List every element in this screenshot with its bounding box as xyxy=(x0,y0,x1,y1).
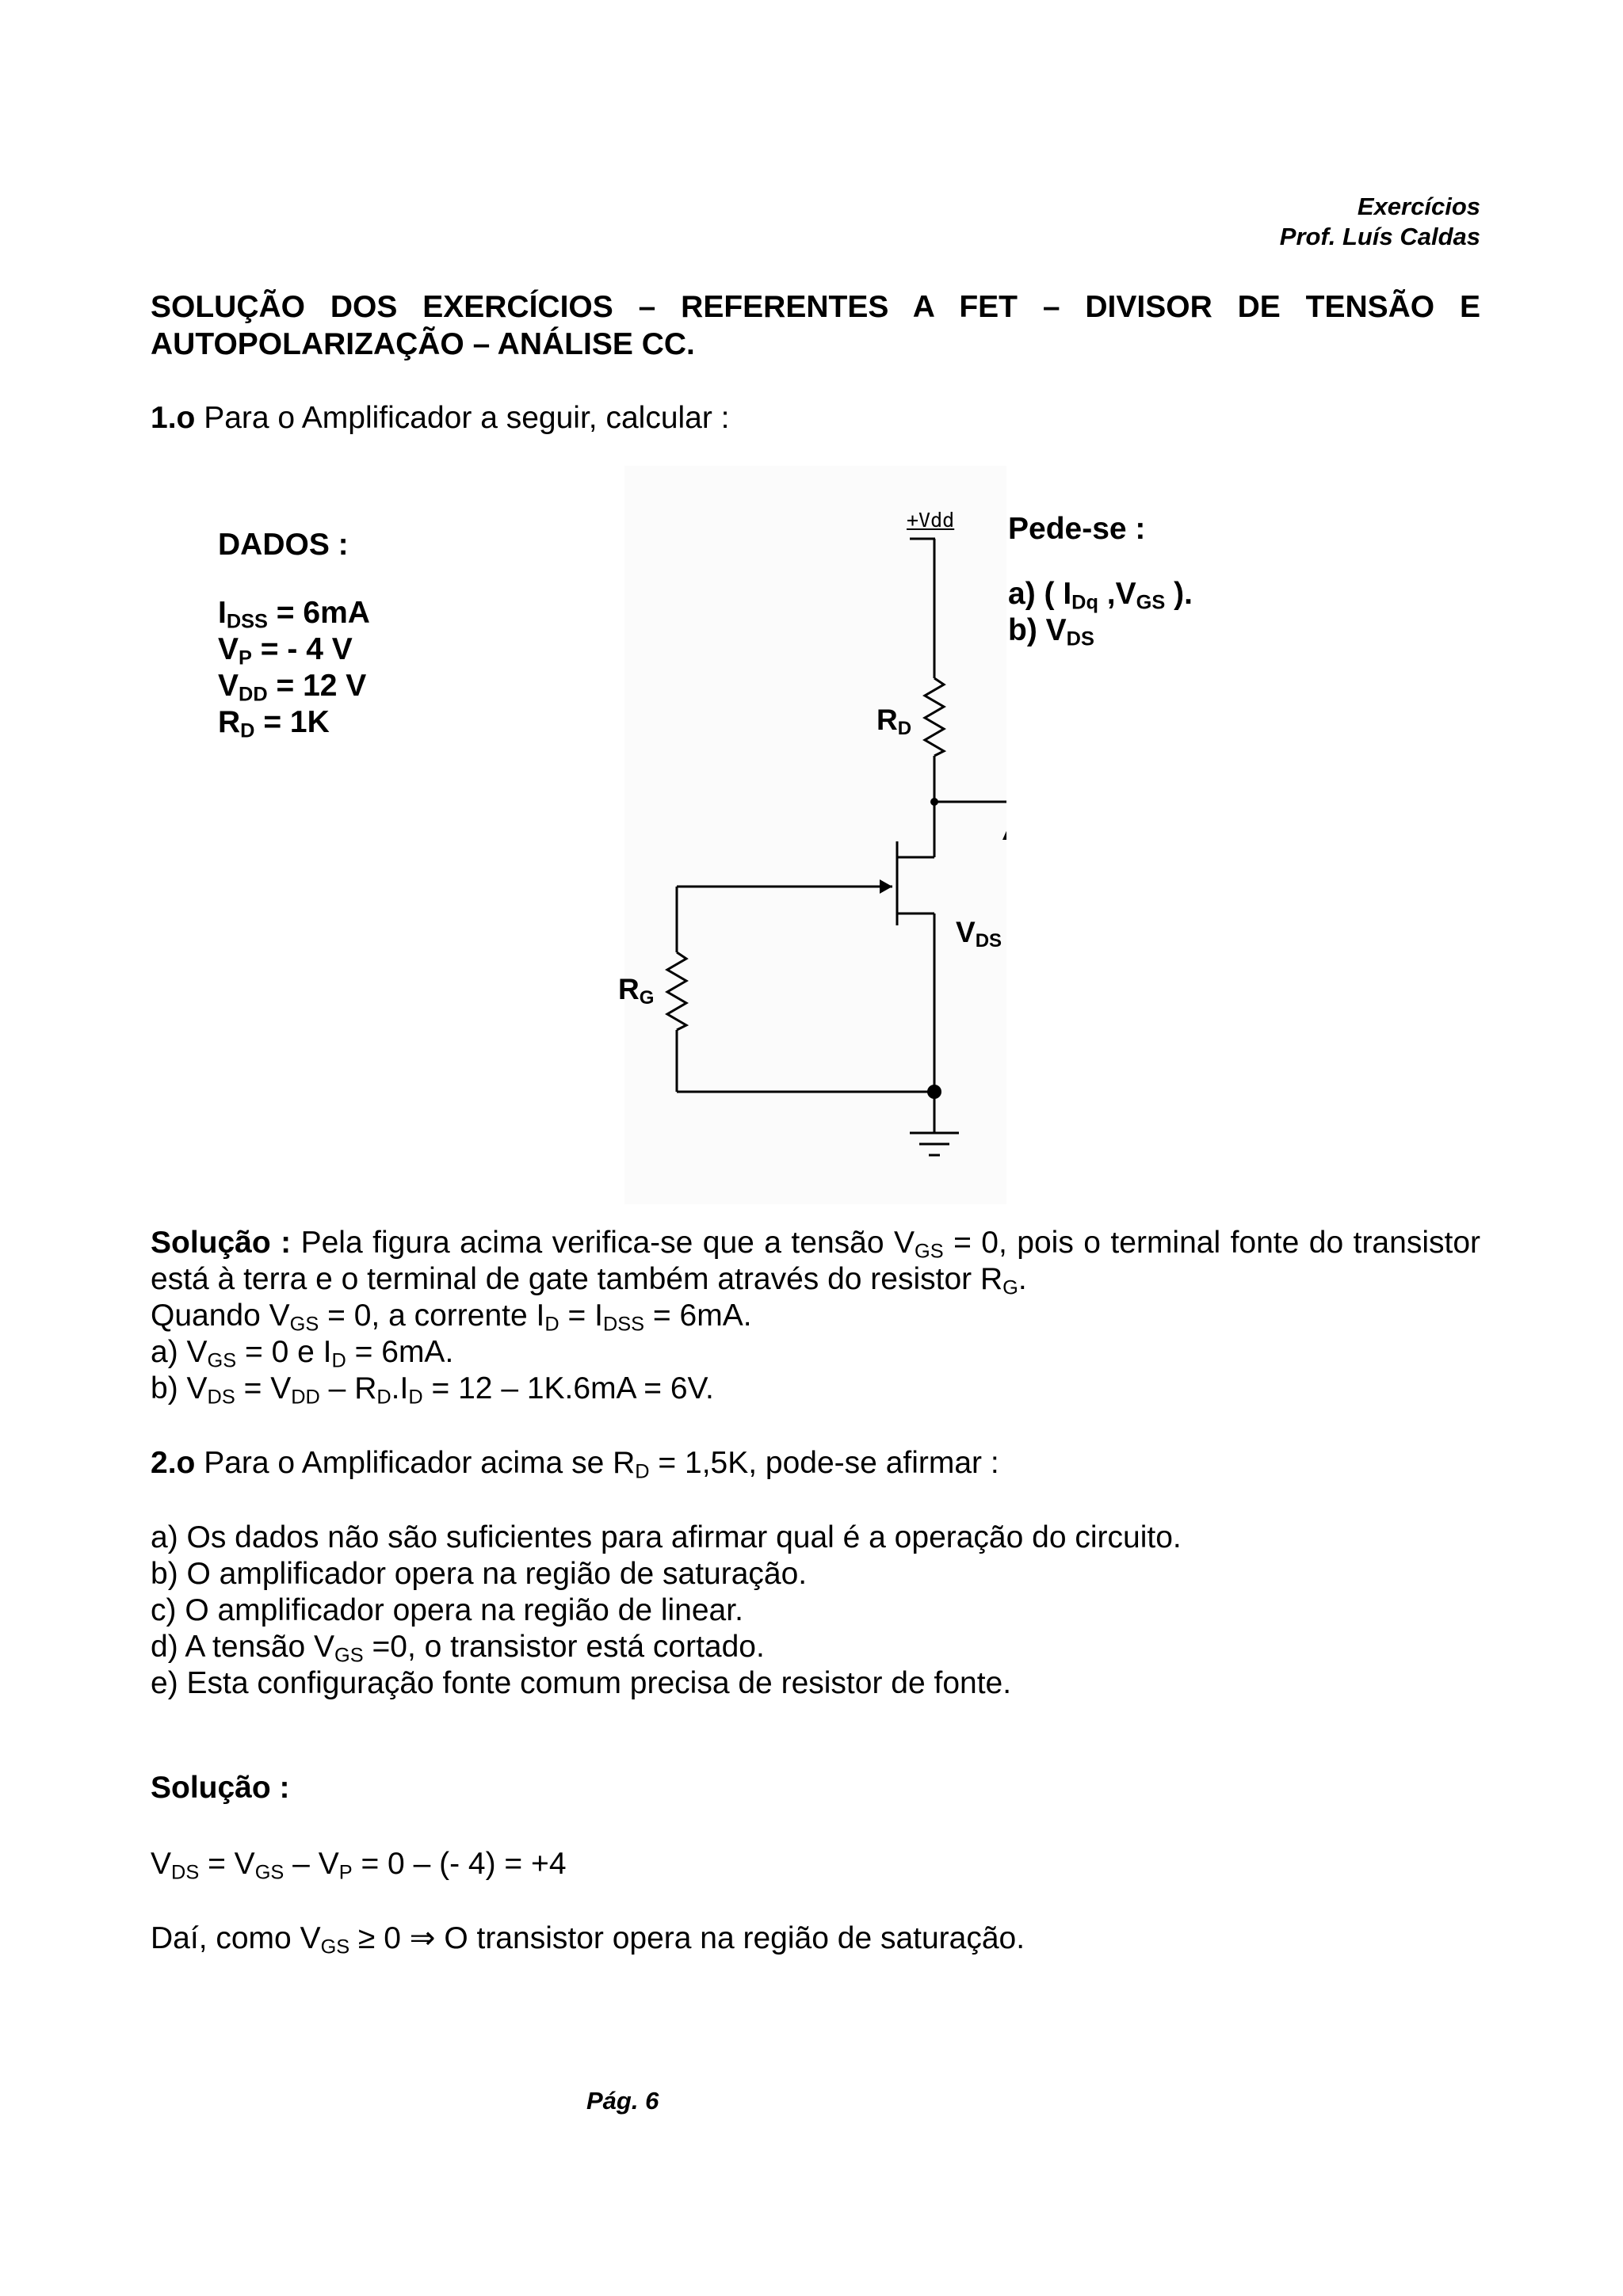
option-e: e) Esta configuração fonte comum precisa de resistor de fonte. xyxy=(151,1666,1012,1700)
option-a: a) Os dados não são suficientes para afirmar qual é a operação do circuito. xyxy=(151,1520,1182,1554)
vdd-label: +Vdd xyxy=(907,509,955,532)
given-vp: $V_P$ = - 4 V xyxy=(218,632,353,669)
page-title: SOLUÇÃO DOS EXERCÍCIOS – REFERENTES A FET – DIVISOR DE TENSÃO E AUTOPOLARIZAÇÃO – ANÁLISE CC. xyxy=(151,290,1480,361)
page-header xyxy=(1280,192,1480,252)
option-d: d) A tensão $V_{GS} =0$, o transistor está cortado. xyxy=(151,1630,765,1667)
vds-label: $V_{DS}$ xyxy=(956,916,1002,952)
given-data xyxy=(218,527,370,741)
given-idss: $I_{DSS} = 6mA$ xyxy=(218,596,370,633)
circuit-diagram xyxy=(618,466,1006,1204)
solution-2-heading: Solução : xyxy=(151,1771,290,1805)
requested-b: b) $V_{DS}$ xyxy=(1008,613,1094,650)
option-c: c) O amplificador opera na região de linear. xyxy=(151,1593,743,1627)
solution-1-answer-a: a) $V_{GS} = 0$ e $I_D = 6mA$. xyxy=(151,1335,454,1372)
question-1-number: 1.o xyxy=(151,401,196,435)
given-data-title: DADOS : xyxy=(218,528,349,562)
jfet-self-bias-schematic xyxy=(624,466,1006,1204)
vds-arrow-icon xyxy=(1002,824,1006,840)
given-vdd: $V_{DD} = 12$ V xyxy=(218,669,367,706)
header-author: Prof. Luís Caldas xyxy=(1279,223,1480,250)
gate-arrow-icon xyxy=(880,879,892,894)
requested-title: Pede-se : xyxy=(1008,512,1146,546)
given-rd: $R_D = 1K$ xyxy=(218,705,330,742)
question-1 xyxy=(151,400,1480,437)
rd-label: $R_D$ xyxy=(876,704,912,739)
solution-1 xyxy=(151,1225,1480,1407)
question-2-options xyxy=(151,1520,1480,1702)
rd-resistor xyxy=(925,678,944,756)
question-2: 2.o Para o Amplificador acima se $R_D = 1,5K$, pode-se afirmar : xyxy=(151,1446,999,1483)
page-number: Pág. 6 xyxy=(586,2087,659,2115)
rg-resistor xyxy=(667,952,686,1030)
solution-1-answer-b: b) $V_{DS} = V_{DD} - R_D.I_D = 12 - 1K.6mA = 6V$. xyxy=(151,1371,714,1409)
solution-2-conclusion: Daí, como $V_{GS} \ge 0$ ⇒ O transistor opera na região de saturação. xyxy=(151,1921,1025,1958)
drain-node xyxy=(930,798,938,806)
rg-label: $R_G$ xyxy=(618,973,655,1009)
question-1-text: Para o Amplificador a seguir, calcular : xyxy=(195,401,730,435)
header-subject: Exercícios xyxy=(1357,193,1480,220)
option-b: b) O amplificador opera na região de saturação. xyxy=(151,1557,808,1591)
ground-node xyxy=(927,1085,941,1099)
solution-1-line-2: Quando $V_{GS} = 0$, a corrente $I_D = I_{DSS} = 6mA$. xyxy=(151,1299,752,1336)
question-2-number: 2.o xyxy=(151,1446,196,1480)
solution-1-text: Solução : Pela figura acima verifica-se que a tensão $V_{GS} = 0$, pois o terminal fonte do transistor está à terra e o terminal de gate também através do resistor $R_G$. xyxy=(151,1226,1480,1299)
solution-2-equation: $V_{DS} = V_{GS} - V_P = 0$ – (- 4) = +4 xyxy=(151,1847,567,1884)
requested-a: a) ( $I_{Dq}$ $,V_{GS}$ ). xyxy=(1008,577,1193,614)
requested xyxy=(1008,511,1193,649)
